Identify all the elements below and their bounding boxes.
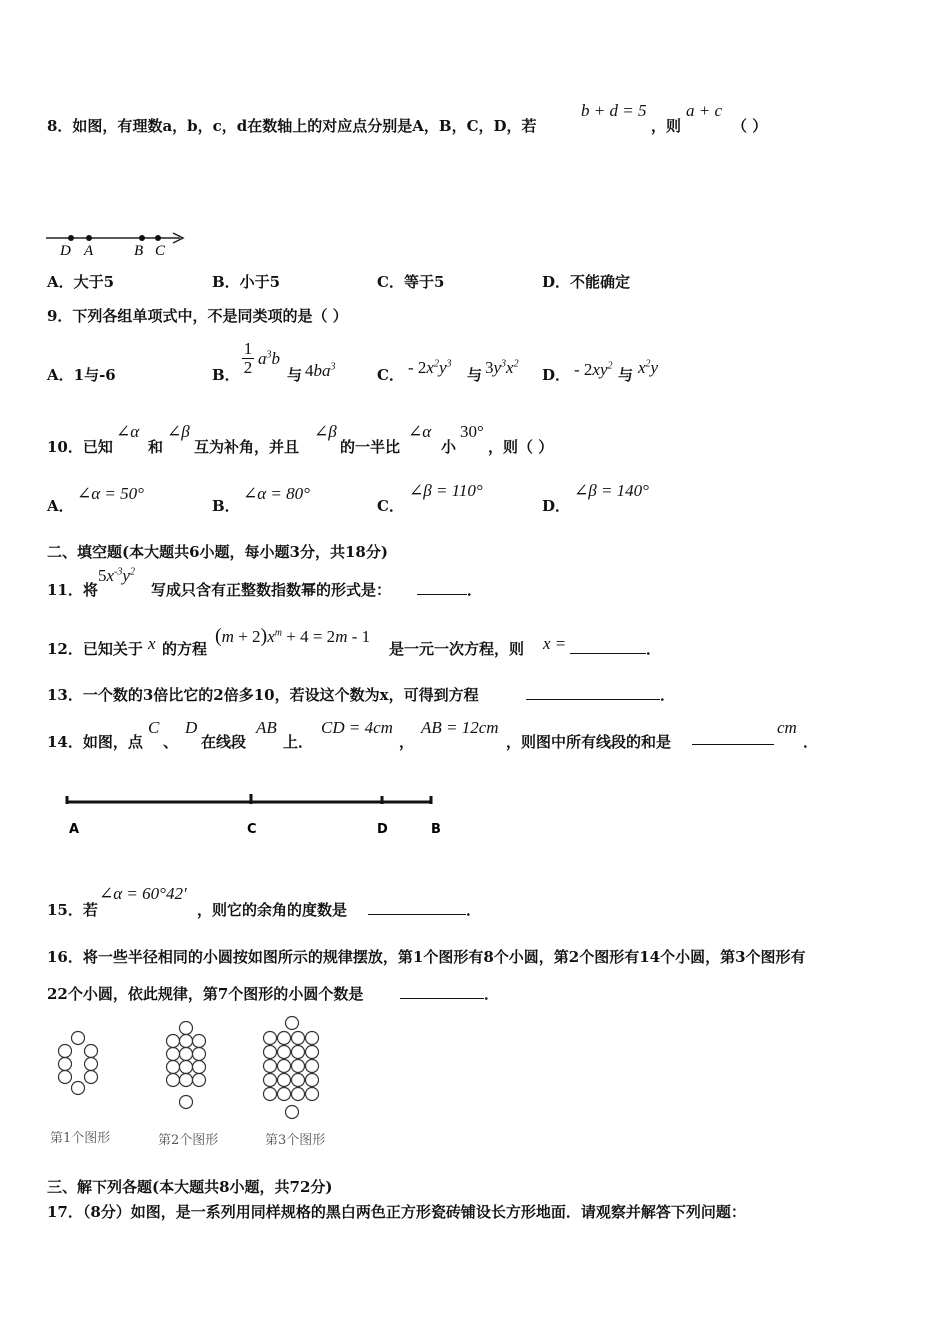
label-a: A	[84, 243, 94, 259]
q11-t1: 11．将	[47, 581, 98, 599]
q11-expression: $5x^{-3}y^2$	[98, 566, 135, 585]
figure-3-circles	[264, 1017, 319, 1119]
q9-d-term1: - $2xy^2$	[574, 360, 613, 379]
q12-answer-line[interactable]	[570, 638, 661, 659]
q12-xeq: x =	[543, 634, 567, 653]
q8-formula-ac: a + c	[686, 101, 723, 120]
q8-option-a[interactable]: A．大于5	[47, 273, 115, 291]
q14-t1: 14．如图，点	[47, 733, 143, 751]
seg-label-b: B	[431, 822, 441, 837]
q10-t1: 10．已知	[47, 438, 113, 456]
q9-c-term1: - $2x^2y^3$	[408, 358, 452, 377]
q8-option-b[interactable]: B．小于5	[212, 273, 281, 291]
q14-answer-line[interactable]	[692, 731, 774, 749]
figure-2-circles	[167, 1022, 206, 1109]
q16-end: ．	[484, 985, 500, 1003]
q10-option-b-label[interactable]: B．	[212, 497, 240, 515]
q15-t2: ，则它的余角的度数是	[197, 901, 348, 919]
point-d	[68, 235, 74, 241]
q9-b-term1: $a^3b$	[258, 349, 280, 368]
point-b	[139, 235, 145, 241]
q16-line2: 22个小圆，依此规律，第7个图形的小圆个数是	[47, 985, 364, 1003]
q10-alpha: ∠α	[116, 422, 140, 441]
label-c: C	[155, 243, 166, 259]
q14-ab: AB	[256, 718, 277, 737]
q9-option-c-label[interactable]: C．	[377, 366, 404, 384]
number-line-figure	[40, 228, 200, 262]
label-b: B	[134, 243, 144, 259]
fraction-denominator: 2	[243, 358, 253, 377]
circle-pattern-figure	[40, 1012, 350, 1124]
q14-d: D	[185, 718, 198, 737]
q13-text: 13．一个数的3倍比它的2倍多10，若设这个数为x，可得到方程	[47, 686, 479, 704]
q12-x: x	[148, 634, 156, 653]
q9-b-term2: $4ba^3$	[305, 361, 336, 380]
seg-label-c: C	[247, 822, 257, 837]
q9-c-term2: $3y^3x^2$	[485, 358, 519, 377]
q12-t1: 12．已知关于	[47, 640, 143, 658]
q10-he: 和	[148, 438, 164, 456]
q15-answer-line[interactable]	[368, 899, 481, 920]
q14-t2: 在线段	[201, 733, 247, 751]
q12-equation: $(m + 2)x^m + 4 = 2m - 1$	[215, 625, 371, 647]
caption-figure-3: 第3个图形	[265, 1133, 326, 1148]
q10-option-c-value: ∠β = 110°	[409, 481, 483, 500]
q13-end: ．	[660, 686, 676, 704]
q8-text: 8．如图，有理数a，b，c，d在数轴上的对应点分别是A，B，C，D，若	[47, 117, 537, 135]
q9-text: 9．下列各组单项式中，不是同类项的是（ ）	[47, 307, 348, 325]
q15-t1: 15．若	[47, 901, 98, 919]
q12-t2: 的方程	[162, 640, 208, 658]
q8-paren: （ ）	[732, 117, 768, 135]
q8-formula-bd: b + d = 5	[581, 101, 647, 120]
point-a	[86, 235, 92, 241]
q13-answer-line[interactable]	[526, 684, 675, 705]
caption-figure-2: 第2个图形	[158, 1133, 219, 1148]
q8-option-d[interactable]: D．不能确定	[542, 273, 631, 291]
q10-alpha-2: ∠α	[408, 422, 432, 441]
q9-d-term2: $x^2y$	[638, 358, 659, 377]
q14-end: ．	[803, 733, 819, 751]
q10-t2: 互为补角，并且	[194, 438, 300, 456]
q10-option-b-value: ∠α = 80°	[243, 484, 310, 503]
q9-option-b-label[interactable]: B．	[212, 366, 240, 384]
q12-t3: 是一元一次方程，则	[389, 640, 525, 658]
q10-option-d-label[interactable]: D．	[542, 497, 571, 515]
q8-mid: ，则	[651, 117, 682, 135]
q10-option-a-value: ∠α = 50°	[77, 484, 144, 503]
point-c	[155, 235, 161, 241]
q9-option-d-label[interactable]: D．	[542, 366, 571, 384]
q10-option-d-value: ∠β = 140°	[574, 481, 649, 500]
section2-heading: 二、填空题(本大题共6小题，每小题3分，共18分)	[47, 543, 388, 561]
q10-beta-2: ∠β	[314, 422, 337, 441]
q10-option-c-label[interactable]: C．	[377, 497, 404, 515]
seg-label-a: A	[69, 822, 80, 837]
q14-ab-eq: AB = 12cm	[421, 718, 499, 737]
q15-end: ．	[466, 901, 482, 919]
q14-unit: cm	[777, 718, 797, 737]
q11-t2: 写成只含有正整数指数幂的形式是：	[151, 581, 392, 599]
q10-option-a-label[interactable]: A．	[47, 497, 74, 515]
q11-answer-line[interactable]	[417, 579, 482, 600]
q9-d-yu: 与	[618, 366, 634, 384]
q9-b-yu: 与	[287, 366, 303, 384]
q10-t4: 小	[441, 438, 457, 456]
q16-answer-line[interactable]	[400, 983, 499, 1004]
q8-option-c[interactable]: C．等于5	[377, 273, 445, 291]
q10-t5: ，则（ ）	[488, 438, 554, 456]
q14-t3: 上．	[283, 733, 314, 751]
q15-formula: ∠α = 60°42′	[99, 884, 187, 903]
label-d: D	[60, 243, 71, 259]
q17-text: 17．（8分）如图，是一系列用同样规格的黑白两色正方形瓷砖铺设长方形地面．请观察并解答下列问题：	[47, 1203, 746, 1221]
q10-deg30: 30°	[460, 422, 484, 441]
q9-b-fraction	[242, 340, 254, 377]
q10-t3: 的一半比	[340, 438, 401, 456]
q14-t4: ，则图中所有线段的和是	[506, 733, 672, 751]
q14-comma: ，	[399, 733, 415, 751]
q9-option-a[interactable]: A．1与-6	[47, 366, 116, 384]
q10-beta: ∠β	[167, 422, 190, 441]
q12-end: ．	[646, 640, 662, 658]
q11-end: ．	[467, 581, 483, 599]
q14-c: C	[148, 718, 160, 737]
q9-c-yu: 与	[467, 366, 483, 384]
q16-line1: 16．将一些半径相同的小圆按如图所示的规律摆放，第1个图形有8个小圆，第2个图形有14个小圆，第3个图形有	[47, 948, 806, 966]
q14-cd-eq: CD = 4cm	[321, 718, 393, 737]
figure-1-circles	[59, 1032, 98, 1095]
fraction-numerator: 1	[243, 339, 253, 358]
q14-dun: 、	[163, 733, 179, 751]
seg-label-d: D	[377, 822, 388, 837]
segment-figure	[60, 792, 450, 838]
section3-heading: 三、解下列各题(本大题共8小题，共72分)	[47, 1178, 333, 1196]
caption-figure-1: 第1个图形	[50, 1131, 111, 1146]
